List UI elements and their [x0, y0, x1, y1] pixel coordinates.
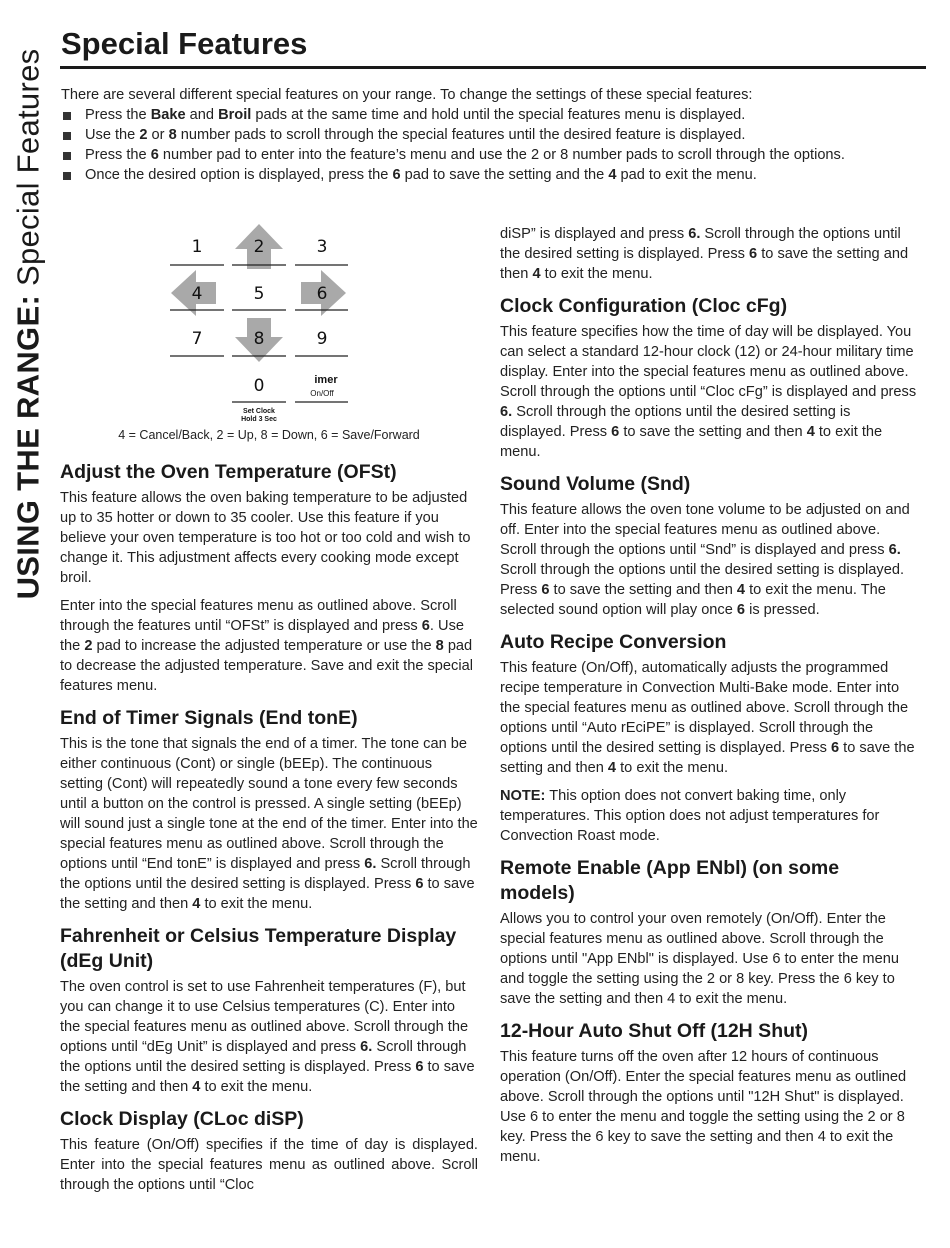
section-end-tone [60, 706, 478, 914]
section-remote-enable [500, 856, 918, 1009]
timer-sub-label: On/Off [310, 389, 334, 398]
list-item: Use the 2 or 8 number pads to scroll through the special features until the desired feature is displayed. [61, 125, 921, 145]
note-paragraph: NOTE: This option does not convert baking time, only temperatures. This option does not adjust temperatures for Convection Roast mode. [500, 788, 880, 844]
key-6: 6 [316, 284, 328, 304]
key-0: 0 [253, 376, 265, 396]
section-cloc-disp-continued [500, 224, 918, 284]
left-column [60, 460, 478, 1205]
section-ofst [60, 460, 478, 696]
section-heading: End of Timer Signals (End tonE) [60, 707, 358, 729]
section-heading: Auto Recipe Conversion [500, 631, 727, 653]
keypad-diagram [60, 222, 478, 447]
list-item: Press the Bake and Broil pads at the same time and hold until the special features menu is displayed. [61, 105, 921, 125]
note-label: NOTE: [500, 788, 546, 804]
section-heading: 12-Hour Auto Shut Off (12H Shut) [500, 1020, 809, 1042]
key-5: 5 [253, 284, 265, 304]
section-deg-unit [60, 924, 478, 1097]
key-9: 9 [316, 329, 328, 349]
key-1: 1 [191, 237, 203, 257]
key-8: 8 [253, 329, 265, 349]
section-snd [500, 472, 918, 620]
paragraph: This feature specifies how the time of day will be displayed. You can select a standard 12-hour clock (12) or 24-hour military time display. Enter into the special features menu as outlined above. Scroll through the options until “Cloc cFg” is displayed and press 6. Scroll through the options until the desired setting is displayed. Press 6 to save the setting and then 4 to exit the menu. [500, 324, 917, 460]
intro [61, 85, 921, 185]
section-heading: Clock Display (CLoc diSP) [60, 1108, 304, 1130]
paragraph: This feature (On/Off) specifies if the time of day is displayed. Enter into the special features menu as outlined above. Scroll through the options until “Cloc [60, 1137, 478, 1193]
paragraph: The oven control is set to use Fahrenheit temperatures (F), but you can change it to use Celsius temperatures (C). Enter into the special features menu as outlined above. Scroll through the options until “dEg Unit” is displayed and press 6. Scroll through the options until the desired setting is displayed. Press 6 to save the setting and then 4 to exit the menu. [60, 979, 475, 1095]
paragraph: Allows you to control your oven remotely (On/Off). Enter the special features menu as outlined above. Scroll through the options until "App ENbl" is displayed. Use 6 to enter the menu and toggle the setting using the 2 or 8 key. Press the 6 key to save the setting and then 4 to exit the menu. [500, 911, 899, 1007]
right-column [500, 224, 918, 1177]
paragraph: This feature allows the oven tone volume to be adjusted on and off. Enter into the special features menu as outlined above. Scroll through the options until “Snd” is displayed and press 6. Scroll through the options until the desired setting is displayed. Press 6 to save the setting and then 4 to exit the menu. The selected sound option will play once 6 is pressed. [500, 502, 910, 618]
hold-3-sec-label: Hold 3 Sec [241, 416, 277, 423]
timer-label: imer [314, 374, 338, 386]
section-heading: Remote Enable (App ENbl) (on some models) [500, 857, 840, 904]
side-tab-normal: Special Features [10, 48, 46, 287]
title-divider [60, 66, 926, 69]
key-2: 2 [253, 237, 265, 257]
side-section-tab [8, 28, 48, 620]
side-tab-bold: USING THE RANGE: [10, 294, 46, 600]
list-item: Press the 6 number pad to enter into the feature’s menu and use the 2 or 8 number pads to scroll through the options. [61, 145, 921, 165]
key-4: 4 [191, 284, 203, 304]
section-auto-recipe [500, 630, 918, 846]
set-clock-label: Set Clock [243, 408, 275, 415]
section-heading: Fahrenheit or Celsius Temperature Display (dEg Unit) [60, 925, 457, 972]
intro-steps [61, 105, 921, 185]
paragraph: Enter into the special features menu as outlined above. Scroll through the features until “OFSt” is displayed and press 6. Use the 2 pad to increase the adjusted temperature or use the 8 pad to decrease the adjusted temperature. Save and exit the special features menu. [60, 598, 473, 694]
section-heading: Clock Configuration (Cloc cFg) [500, 295, 788, 317]
section-cloc-disp [60, 1107, 478, 1195]
keypad-svg [60, 222, 478, 427]
paragraph: This feature turns off the oven after 12 hours of continuous operation (On/Off). Enter the special features menu as outlined above. Scroll through the options until "12H Shut" is displayed. Use 6 to enter the menu and toggle the setting using the 2 or 8 key. Press the 6 key to save the setting and then 4 to exit the menu. [500, 1049, 907, 1165]
key-7: 7 [191, 329, 203, 349]
key-3: 3 [316, 237, 328, 257]
intro-lead: There are several different special features on your range. To change the settings of these special features: [61, 87, 753, 103]
section-heading: Adjust the Oven Temperature (OFSt) [60, 461, 397, 483]
section-auto-shut-off [500, 1019, 918, 1167]
paragraph: This is the tone that signals the end of a timer. The tone can be either continuous (Cont) or single (bEEp). The continuous setting (Cont) will repeatedly sound a tone every few seconds until a button on the control is pressed. A single setting (bEEp) will sound just a single tone at the end of the timer. Enter into the special features menu as outlined above. Scroll through the options until “End tonE” is displayed and press 6. Scroll through the options until the desired setting is displayed. Press 6 to save the setting and then 4 to exit the menu. [60, 736, 478, 912]
section-heading: Sound Volume (Snd) [500, 473, 691, 495]
paragraph: This feature allows the oven baking temperature to be adjusted up to 35 hotter or down to 35 cooler. Use this feature if you believe your oven temperature is too hot or too cold and wish to change it. This adjustment affects every cooking mode except broil. [60, 490, 471, 586]
page-title: Special Features [61, 26, 308, 61]
list-item: Once the desired option is displayed, press the 6 pad to save the setting and the 4 pad to exit the menu. [61, 165, 921, 185]
keypad-caption: 4 = Cancel/Back, 2 = Up, 8 = Down, 6 = Save/Forward [118, 428, 420, 442]
section-cloc-cfg [500, 294, 918, 462]
paragraph: diSP” is displayed and press 6. Scroll through the options until the desired setting is displayed. Press 6 to save the setting and then 4 to exit the menu. [500, 226, 909, 282]
paragraph: This feature (On/Off), automatically adjusts the programmed recipe temperature in Convection Multi-Bake mode. Enter into the special features menu as outlined above. Scroll through the options until “Auto rEciPE” is displayed. Scroll through the options until the desired setting is displayed. Press 6 to save the setting and then 4 to exit the menu. [500, 660, 915, 776]
